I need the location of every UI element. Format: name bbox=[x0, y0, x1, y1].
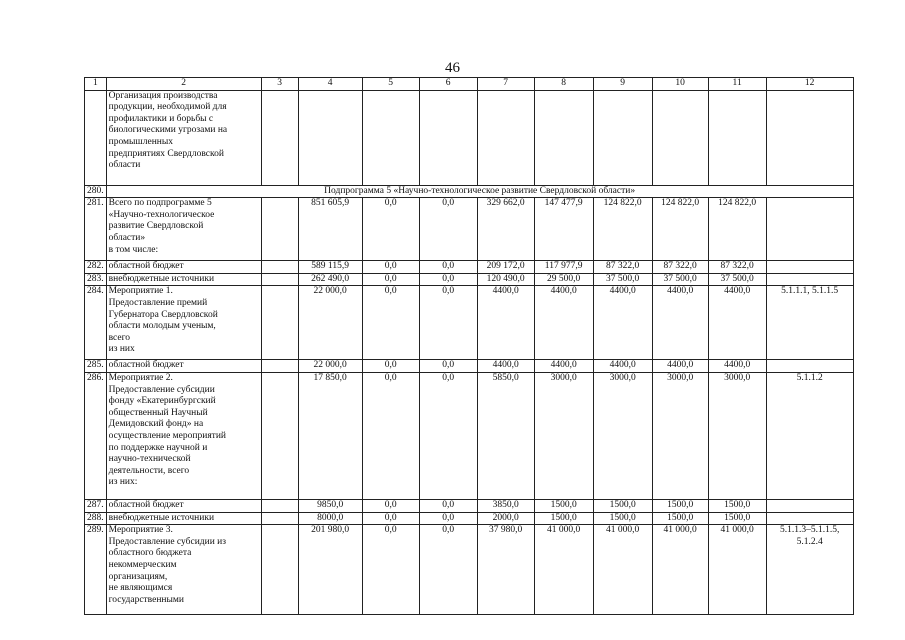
budget-table bbox=[84, 77, 854, 615]
header-cell-5: 5 bbox=[362, 78, 419, 91]
header-cell-6: 6 bbox=[419, 78, 477, 91]
amount-cell-8: 147 477,9 bbox=[534, 198, 593, 261]
header-row bbox=[85, 78, 854, 91]
target-code-cell bbox=[766, 499, 853, 512]
amount-cell-11: 124 822,0 bbox=[708, 198, 766, 261]
target-code-cell bbox=[766, 261, 853, 274]
row-number-cell: 287. bbox=[85, 499, 107, 512]
amount-cell-11: 41 000,0 bbox=[708, 525, 766, 615]
amount-cell-9: 37 500,0 bbox=[593, 273, 652, 286]
amount-cell-3 bbox=[261, 198, 298, 261]
table-row bbox=[85, 372, 854, 499]
description-cell: внебюджетные источники bbox=[106, 273, 261, 286]
target-code-cell: 5.1.1.1, 5.1.1.5 bbox=[766, 286, 853, 360]
description-cell: Мероприятие 1. Предоставление премий Губернатора Свердловской области молодым ученым, всего из них bbox=[106, 286, 261, 360]
amount-cell-6: 0,0 bbox=[419, 372, 477, 499]
row-number-cell: 284. bbox=[85, 286, 107, 360]
amount-cell-8: 117 977,9 bbox=[534, 261, 593, 274]
target-code-cell: 5.1.1.2 bbox=[766, 372, 853, 499]
amount-cell-11: 37 500,0 bbox=[708, 273, 766, 286]
amount-cell-6: 0,0 bbox=[419, 525, 477, 615]
amount-cell-6: 0,0 bbox=[419, 360, 477, 373]
header-cell-12: 12 bbox=[766, 78, 853, 91]
amount-cell-5: 0,0 bbox=[362, 360, 419, 373]
header-cell-10: 10 bbox=[652, 78, 708, 91]
amount-cell-10 bbox=[652, 90, 708, 185]
amount-cell-5 bbox=[362, 90, 419, 185]
amount-cell-11: 1500,0 bbox=[708, 512, 766, 525]
amount-cell-5: 0,0 bbox=[362, 198, 419, 261]
header-cell-9: 9 bbox=[593, 78, 652, 91]
row-number-cell: 286. bbox=[85, 372, 107, 499]
amount-cell-9: 124 822,0 bbox=[593, 198, 652, 261]
header-cell-8: 8 bbox=[534, 78, 593, 91]
amount-cell-7: 120 490,0 bbox=[477, 273, 534, 286]
table-row bbox=[85, 273, 854, 286]
amount-cell-11 bbox=[708, 90, 766, 185]
description-cell: Всего по подпрограмме 5 «Научно-технологическое развитие Свердловской области» в том числе: bbox=[106, 198, 261, 261]
amount-cell-3 bbox=[261, 499, 298, 512]
amount-cell-5: 0,0 bbox=[362, 525, 419, 615]
table-row bbox=[85, 512, 854, 525]
amount-cell-9: 41 000,0 bbox=[593, 525, 652, 615]
amount-cell-10: 41 000,0 bbox=[652, 525, 708, 615]
amount-cell-4: 9850,0 bbox=[298, 499, 362, 512]
row-number-cell: 282. bbox=[85, 261, 107, 274]
amount-cell-10: 4400,0 bbox=[652, 286, 708, 360]
table-row bbox=[85, 198, 854, 261]
amount-cell-6: 0,0 bbox=[419, 198, 477, 261]
amount-cell-4: 22 000,0 bbox=[298, 360, 362, 373]
amount-cell-7: 2000,0 bbox=[477, 512, 534, 525]
row-number-cell: 289. bbox=[85, 525, 107, 615]
amount-cell-8: 3000,0 bbox=[534, 372, 593, 499]
header-cell-1: 1 bbox=[85, 78, 107, 91]
amount-cell-7: 4400,0 bbox=[477, 286, 534, 360]
amount-cell-4: 201 980,0 bbox=[298, 525, 362, 615]
header-cell-7: 7 bbox=[477, 78, 534, 91]
table-row bbox=[85, 185, 854, 198]
amount-cell-4: 262 490,0 bbox=[298, 273, 362, 286]
row-number-cell: 280. bbox=[85, 185, 107, 198]
page-number: 46 bbox=[445, 60, 460, 76]
amount-cell-6: 0,0 bbox=[419, 273, 477, 286]
amount-cell-6 bbox=[419, 90, 477, 185]
amount-cell-11: 3000,0 bbox=[708, 372, 766, 499]
amount-cell-9 bbox=[593, 90, 652, 185]
amount-cell-9: 4400,0 bbox=[593, 286, 652, 360]
row-number-cell: 281. bbox=[85, 198, 107, 261]
amount-cell-8: 41 000,0 bbox=[534, 525, 593, 615]
amount-cell-11: 4400,0 bbox=[708, 360, 766, 373]
description-cell: областной бюджет bbox=[106, 499, 261, 512]
subprogram-title-cell: Подпрограмма 5 «Научно-технологическое развитие Свердловской области» bbox=[106, 185, 853, 198]
amount-cell-3 bbox=[261, 360, 298, 373]
amount-cell-6: 0,0 bbox=[419, 261, 477, 274]
amount-cell-10: 3000,0 bbox=[652, 372, 708, 499]
amount-cell-9: 87 322,0 bbox=[593, 261, 652, 274]
amount-cell-9: 4400,0 bbox=[593, 360, 652, 373]
amount-cell-4: 851 605,9 bbox=[298, 198, 362, 261]
amount-cell-7: 5850,0 bbox=[477, 372, 534, 499]
amount-cell-6: 0,0 bbox=[419, 286, 477, 360]
amount-cell-3 bbox=[261, 525, 298, 615]
amount-cell-8: 1500,0 bbox=[534, 512, 593, 525]
target-code-cell bbox=[766, 273, 853, 286]
amount-cell-7: 37 980,0 bbox=[477, 525, 534, 615]
amount-cell-3 bbox=[261, 90, 298, 185]
amount-cell-10: 87 322,0 bbox=[652, 261, 708, 274]
description-cell: Мероприятие 2. Предоставление субсидии фонду «Екатеринбургский общественный Научный Демидовский фонд» на осуществление мероприятий по поддержке научной и научно-технической деятельности, всего из них: bbox=[106, 372, 261, 499]
table-row bbox=[85, 525, 854, 615]
row-number-cell: 283. bbox=[85, 273, 107, 286]
amount-cell-10: 4400,0 bbox=[652, 360, 708, 373]
amount-cell-6: 0,0 bbox=[419, 512, 477, 525]
amount-cell-3 bbox=[261, 273, 298, 286]
table-row bbox=[85, 286, 854, 360]
amount-cell-6: 0,0 bbox=[419, 499, 477, 512]
amount-cell-7: 3850,0 bbox=[477, 499, 534, 512]
amount-cell-5: 0,0 bbox=[362, 273, 419, 286]
description-cell: областной бюджет bbox=[106, 360, 261, 373]
amount-cell-4: 8000,0 bbox=[298, 512, 362, 525]
amount-cell-5: 0,0 bbox=[362, 286, 419, 360]
amount-cell-3 bbox=[261, 286, 298, 360]
header-cell-3: 3 bbox=[261, 78, 298, 91]
amount-cell-8: 4400,0 bbox=[534, 286, 593, 360]
row-number-cell bbox=[85, 90, 107, 185]
amount-cell-3 bbox=[261, 261, 298, 274]
header-cell-11: 11 bbox=[708, 78, 766, 91]
description-cell: областной бюджет bbox=[106, 261, 261, 274]
description-cell: Мероприятие 3. Предоставление субсидии из областного бюджета некоммерческим организациям, не являющимся государственными bbox=[106, 525, 261, 615]
table-row bbox=[85, 499, 854, 512]
amount-cell-4 bbox=[298, 90, 362, 185]
amount-cell-4: 22 000,0 bbox=[298, 286, 362, 360]
target-code-cell bbox=[766, 198, 853, 261]
amount-cell-11: 4400,0 bbox=[708, 286, 766, 360]
amount-cell-9: 1500,0 bbox=[593, 512, 652, 525]
header-cell-2: 2 bbox=[106, 78, 261, 91]
target-code-cell bbox=[766, 90, 853, 185]
amount-cell-7: 4400,0 bbox=[477, 360, 534, 373]
table-row bbox=[85, 261, 854, 274]
amount-cell-10: 124 822,0 bbox=[652, 198, 708, 261]
amount-cell-4: 17 850,0 bbox=[298, 372, 362, 499]
amount-cell-4: 589 115,9 bbox=[298, 261, 362, 274]
target-code-cell bbox=[766, 512, 853, 525]
header-cell-4: 4 bbox=[298, 78, 362, 91]
amount-cell-8: 4400,0 bbox=[534, 360, 593, 373]
amount-cell-11: 1500,0 bbox=[708, 499, 766, 512]
amount-cell-8 bbox=[534, 90, 593, 185]
amount-cell-10: 1500,0 bbox=[652, 512, 708, 525]
amount-cell-5: 0,0 bbox=[362, 261, 419, 274]
amount-cell-5: 0,0 bbox=[362, 512, 419, 525]
target-code-cell: 5.1.1.3–5.1.1.5, 5.1.2.4 bbox=[766, 525, 853, 615]
target-code-cell bbox=[766, 360, 853, 373]
amount-cell-5: 0,0 bbox=[362, 372, 419, 499]
amount-cell-10: 1500,0 bbox=[652, 499, 708, 512]
table-row bbox=[85, 360, 854, 373]
amount-cell-11: 87 322,0 bbox=[708, 261, 766, 274]
amount-cell-5: 0,0 bbox=[362, 499, 419, 512]
amount-cell-8: 1500,0 bbox=[534, 499, 593, 512]
amount-cell-7: 209 172,0 bbox=[477, 261, 534, 274]
description-cell: Организация производства продукции, необходимой для профилактики и борьбы с биологическими угрозами на промышленных предприятиях Свердловской области bbox=[106, 90, 261, 185]
amount-cell-3 bbox=[261, 372, 298, 499]
amount-cell-7: 329 662,0 bbox=[477, 198, 534, 261]
amount-cell-10: 37 500,0 bbox=[652, 273, 708, 286]
amount-cell-9: 3000,0 bbox=[593, 372, 652, 499]
description-cell: внебюджетные источники bbox=[106, 512, 261, 525]
amount-cell-9: 1500,0 bbox=[593, 499, 652, 512]
amount-cell-8: 29 500,0 bbox=[534, 273, 593, 286]
amount-cell-3 bbox=[261, 512, 298, 525]
row-number-cell: 288. bbox=[85, 512, 107, 525]
amount-cell-7 bbox=[477, 90, 534, 185]
table-row bbox=[85, 90, 854, 185]
row-number-cell: 285. bbox=[85, 360, 107, 373]
